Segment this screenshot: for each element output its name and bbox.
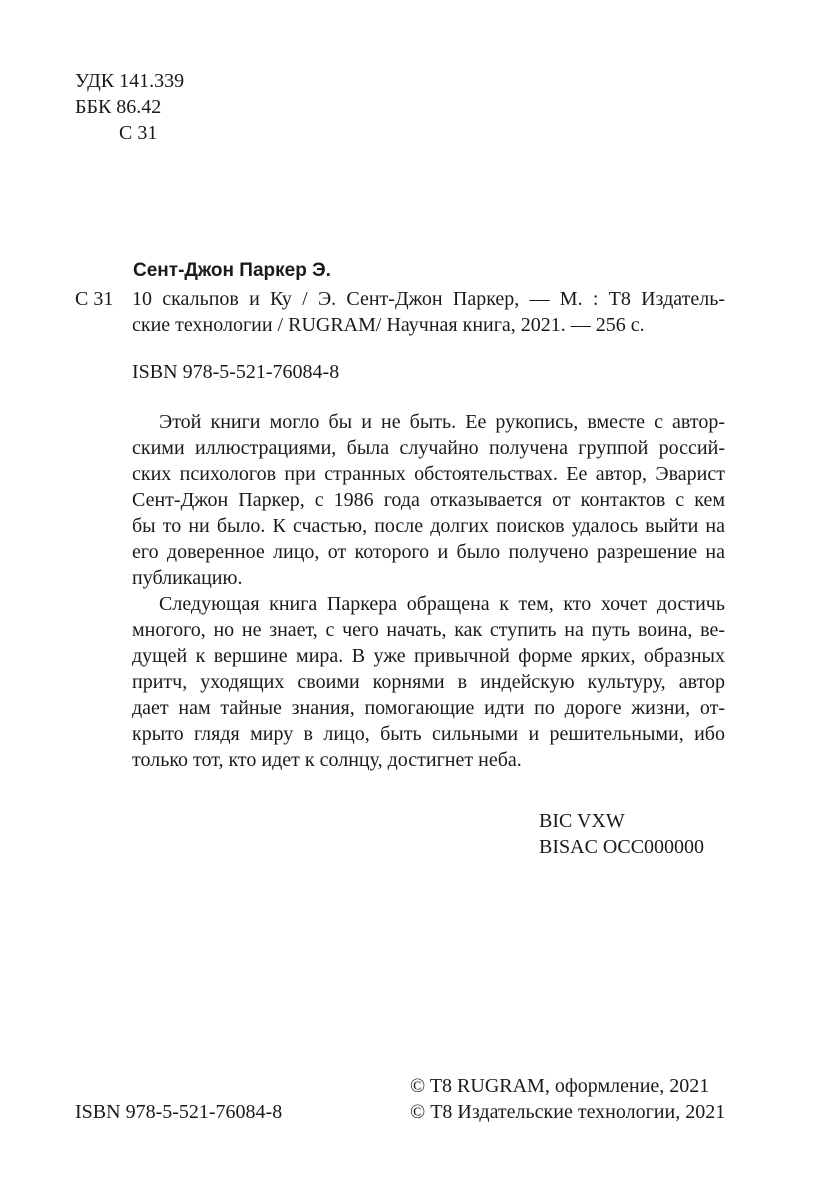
copyright-line: © Т8 Издательские технологии, 2021 [410,1101,726,1123]
biblio-line: ские технологии / RUGRAM/ Научная книга, 2021. — 256 с. [132,314,645,336]
abstract-line: дает нам тайные знания, помогающие идти по дороге жизни, от- [132,697,725,719]
abstract-line: публикацию. [132,567,243,589]
bbk-code: ББК 86.42 [75,96,162,118]
entry-author-sign: С 31 [75,288,114,310]
author-heading: Сент-Джон Паркер Э. [133,260,331,281]
bisac-code: BISAC OCC000000 [539,836,705,858]
udk-code: УДК 141.339 [75,70,185,92]
abstract-line: его доверенное лицо, от которого и было получено разрешение на [132,541,725,563]
bic-code: BIC VXW [539,810,625,832]
isbn: ISBN 978-5-521-76084-8 [132,361,340,383]
footer-isbn: ISBN 978-5-521-76084-8 [75,1101,283,1123]
abstract-line: скими иллюстрациями, была случайно получена группой россий- [132,437,725,459]
abstract-line: Сент-Джон Паркер, с 1986 года отказывается от контактов с кем [132,489,725,511]
bibliographic-description [132,286,725,338]
abstract-line: Этой книги могло бы и не быть. Ее рукопись, вместе с автор- [159,411,725,433]
author-sign: С 31 [119,122,158,144]
abstract [132,409,725,773]
abstract-line: притч, уходящих своими корнями в индейскую культуру, автор [132,671,725,693]
abstract-line: ских психологов при странных обстоятельствах. Ее автор, Эварист [132,463,725,485]
abstract-line: крыто глядя миру в лицо, быть сильными и решительными, ибо [132,723,725,745]
classification-block [75,68,184,146]
copyright-block [410,1073,725,1125]
biblio-line: 10 скальпов и Ку / Э. Сент-Джон Паркер, — М. : Т8 Издатель- [132,288,725,310]
abstract-line: многого, но не знает, с чего начать, как ступить на путь воина, ве- [132,619,725,641]
abstract-line: бы то ни было. К счастью, после долгих поисков удалось выйти на [132,515,725,537]
abstract-line: дущей к вершине мира. В уже привычной форме ярких, образных [132,645,725,667]
abstract-line: Следующая книга Паркера обращена к тем, кто хочет достичь [159,593,725,615]
abstract-line: только тот, кто идет к солнцу, достигнет неба. [132,749,522,771]
copyright-line: © T8 RUGRAM, оформление, 2021 [410,1075,710,1097]
subject-codes [539,808,704,860]
